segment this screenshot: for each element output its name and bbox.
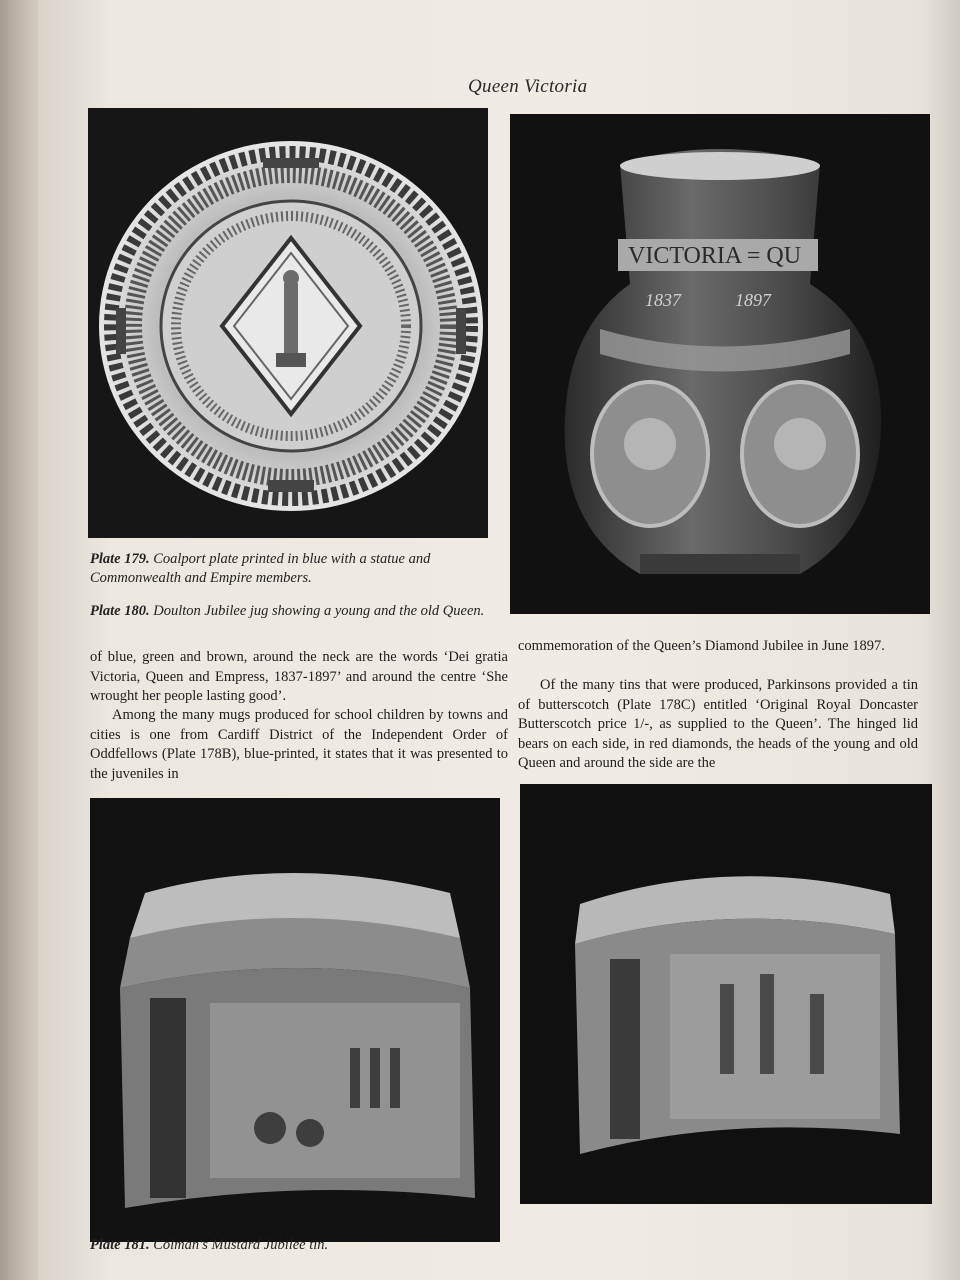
caption-plate-180-text: Doulton Jubilee jug showing a young and the old Queen.	[153, 603, 485, 619]
butterscotch-tin-image	[520, 784, 932, 1204]
jug-band-text: VICTORIA = QU	[628, 243, 802, 269]
photo-doulton-jug	[510, 114, 930, 614]
running-title: Queen Victoria	[468, 76, 588, 97]
photo-butterscotch-tin	[520, 784, 932, 1204]
caption-plate-180-label: Plate 180.	[90, 603, 150, 619]
doulton-jug-image	[510, 114, 930, 614]
photo-colmans-mustard-tin	[90, 798, 500, 1242]
caption-plate-181-text: Colman's Mustard Jubilee tin.	[153, 1237, 329, 1253]
caption-plate-180	[90, 602, 520, 621]
caption-plate-181	[90, 1236, 510, 1255]
body-right-paragraph-2: Of the many tins that were produced, Parkinsons provided a tin of butterscotch (Plate 178C) entitled ‘Original Royal Doncaster Butterscotch price 1/-, as supplied to the Queen’. The hinged lid bears on each side, in red diamonds, the heads of the young and old Queen and around the side are the	[518, 677, 918, 772]
body-right-paragraph-1: commemoration of the Queen’s Diamond Jubilee in June 1897.	[518, 638, 885, 654]
photo-coalport-plate	[88, 108, 488, 538]
jug-year-left: 1837	[645, 290, 681, 310]
colmans-tin-image	[90, 798, 500, 1242]
book-page	[38, 0, 960, 1280]
page-edge-shadow	[920, 0, 960, 1280]
body-left-paragraph-1: of blue, green and brown, around the neck are the words ‘Dei gratia Victoria, Queen and Empress, 1837-1897’ and around the centre ‘She wrought her people lasting good’.	[90, 649, 508, 705]
caption-plate-179-label: Plate 179.	[90, 551, 150, 567]
body-left-paragraph-2: Among the many mugs produced for school children by towns and cities is one from Cardiff District of the Independent Order of Oddfellows (Plate 178B), blue-printed, it states that it was presented to the juveniles in	[90, 707, 508, 782]
coalport-plate-image	[88, 108, 488, 538]
caption-plate-181-label: Plate 181.	[90, 1237, 150, 1253]
caption-plate-179-line1: Coalport plate printed in blue with a statue and	[153, 551, 431, 567]
caption-plate-179	[90, 550, 510, 588]
caption-plate-179-line2: Commonwealth and Empire members.	[90, 570, 312, 586]
jug-year-right: 1897	[735, 290, 771, 310]
